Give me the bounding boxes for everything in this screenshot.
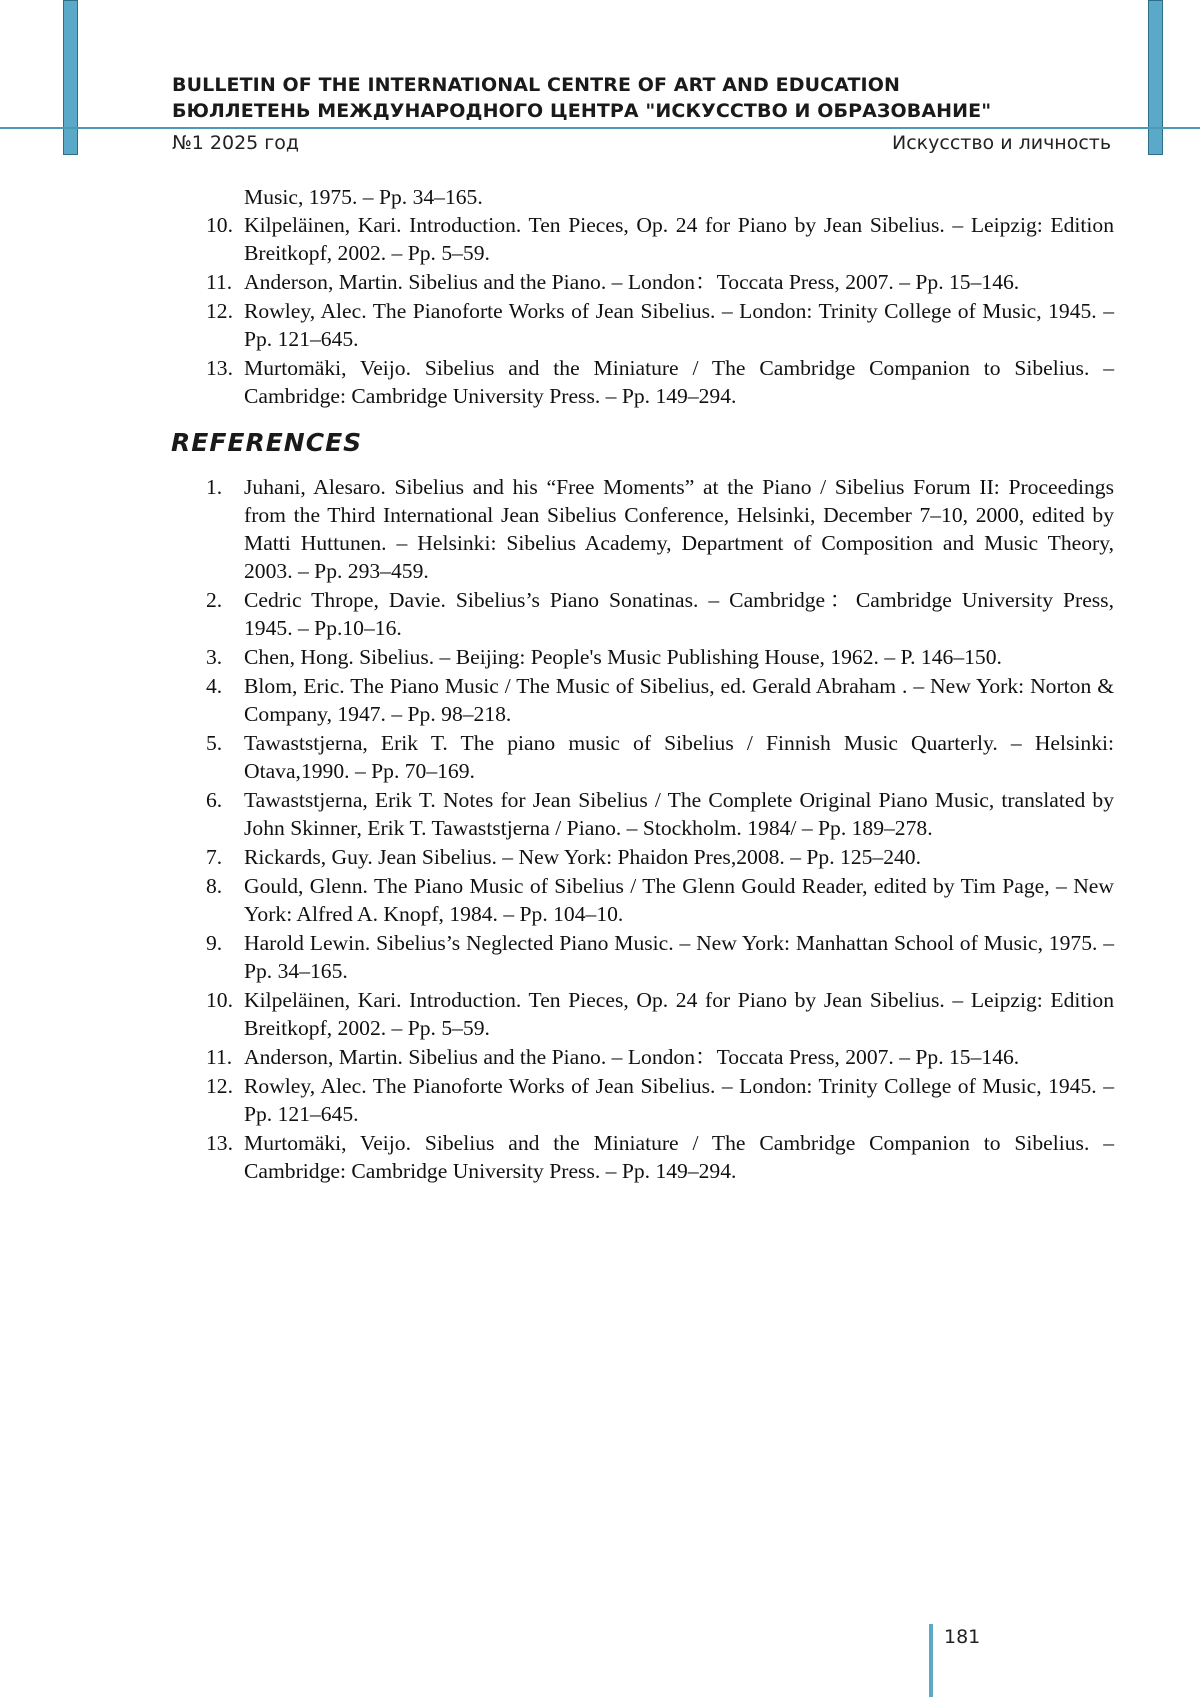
reference-number: 11. [206, 1045, 233, 1069]
reference-text: Rickards, Guy. Jean Sibelius. – New York: Phaidon Pres,2008. – Pp. 125–240. [244, 845, 921, 869]
reference-text: Kilpeläinen, Kari. Introduction. Ten Pieces, Op. 24 for Piano by Jean Sibelius. – Leipzig: Edition Breitkopf, 2002. – Pp. 5–59. [244, 213, 1114, 265]
reference-number: 12. [206, 299, 233, 323]
reference-item [206, 297, 1114, 353]
issue-label: №1 2025 год [172, 132, 300, 154]
reference-item [206, 643, 1114, 671]
reference-item [206, 786, 1114, 842]
journal-title-en: BULLETIN OF THE INTERNATIONAL CENTRE OF ART AND EDUCATION [172, 74, 900, 96]
list-continuation: Music, 1975. – Pp. 34–165. [244, 185, 483, 209]
reference-text: Rowley, Alec. The Pianoforte Works of Jean Sibelius. – London: Trinity College of Music, 1945. – Pp. 121–645. [244, 299, 1114, 351]
reference-item [206, 354, 1114, 410]
section-label: Искусство и личность [892, 132, 1112, 154]
reference-item [206, 729, 1114, 785]
reference-item [206, 1072, 1114, 1128]
reference-item [206, 843, 1114, 871]
reference-number: 2. [206, 588, 223, 612]
reference-item [206, 1129, 1114, 1185]
reference-text: Kilpeläinen, Kari. Introduction. Ten Pieces, Op. 24 for Piano by Jean Sibelius. – Leipzig: Edition Breitkopf, 2002. – Pp. 5–59. [244, 988, 1114, 1040]
reference-text: Juhani, Alesaro. Sibelius and his “Free Moments” at the Piano / Sibelius Forum II: Proceedings from the Third International Jean Sibelius Conference, Helsinki, December 7–10, 2000, edited by Matti Huttunen. – Helsinki: Sibelius Academy, Department of Composition and Music Theory, 2003. – Pp. 293–459. [244, 475, 1114, 583]
reference-number: 13. [206, 356, 233, 380]
reference-number: 6. [206, 788, 223, 812]
reference-text: Murtomäki, Veijo. Sibelius and the Miniature / The Cambridge Companion to Sibelius. – Cambridge: Cambridge University Press. – Pp. 149–294. [244, 356, 1114, 408]
reference-number: 8. [206, 874, 223, 898]
reference-text: Harold Lewin. Sibelius’s Neglected Piano Music. – New York: Manhattan School of Music, 1975. – Pp. 34–165. [244, 931, 1114, 983]
reference-number: 10. [206, 213, 233, 237]
reference-item [206, 672, 1114, 728]
reference-text: Anderson, Martin. Sibelius and the Piano. – London：Toccata Press, 2007. – Pp. 15–146. [244, 1045, 1020, 1069]
reference-item [206, 473, 1114, 585]
reference-text: Gould, Glenn. The Piano Music of Sibelius / The Glenn Gould Reader, edited by Tim Page, – New York: Alfred A. Knopf, 1984. – Pp. 104–10. [244, 874, 1114, 926]
reference-number: 11. [206, 270, 233, 294]
reference-number: 5. [206, 731, 223, 755]
reference-number: 4. [206, 674, 223, 698]
reference-number: 10. [206, 988, 233, 1012]
reference-item [206, 211, 1114, 267]
bibliography-list-continued [206, 211, 1114, 411]
reference-text: Rowley, Alec. The Pianoforte Works of Jean Sibelius. – London: Trinity College of Music, 1945. – Pp. 121–645. [244, 1074, 1114, 1126]
reference-text: Cedric Thrope, Davie. Sibelius’s Piano Sonatinas. – Cambridge：Cambridge University Press, 1945. – Pp.10–16. [244, 588, 1114, 640]
reference-number: 13. [206, 1131, 233, 1155]
reference-item [206, 986, 1114, 1042]
left-decorative-bar [63, 0, 78, 155]
references-heading: REFERENCES [171, 428, 363, 457]
reference-text: Tawaststjerna, Erik T. The piano music of Sibelius / Finnish Music Quarterly. – Helsinki: Otava,1990. – Pp. 70–169. [244, 731, 1114, 783]
page-number: 181 [944, 1626, 981, 1648]
references-list [206, 473, 1114, 1186]
journal-title-ru: БЮЛЛЕТЕНЬ МЕЖДУНАРОДНОГО ЦЕНТРА "ИСКУССТВО И ОБРАЗОВАНИЕ" [172, 100, 992, 122]
reference-number: 12. [206, 1074, 233, 1098]
right-decorative-bar [1148, 0, 1163, 155]
reference-item [206, 1043, 1114, 1071]
reference-number: 3. [206, 645, 223, 669]
reference-text: Blom, Eric. The Piano Music / The Music of Sibelius, ed. Gerald Abraham . – New York: Norton & Company, 1947. – Pp. 98–218. [244, 674, 1114, 726]
header-rule [0, 127, 1200, 129]
reference-text: Tawaststjerna, Erik T. Notes for Jean Sibelius / The Complete Original Piano Music, translated by John Skinner, Erik T. Tawaststjerna / Piano. – Stockholm. 1984/ – Pp. 189–278. [244, 788, 1114, 840]
reference-item [206, 268, 1114, 296]
reference-item [206, 929, 1114, 985]
reference-number: 7. [206, 845, 223, 869]
reference-text: Chen, Hong. Sibelius. – Beijing: People's Music Publishing House, 1962. – P. 146–150. [244, 645, 1002, 669]
reference-item [206, 872, 1114, 928]
reference-number: 1. [206, 475, 223, 499]
reference-number: 9. [206, 931, 223, 955]
reference-item [206, 586, 1114, 642]
reference-text: Murtomäki, Veijo. Sibelius and the Miniature / The Cambridge Companion to Sibelius. – Cambridge: Cambridge University Press. – Pp. 149–294. [244, 1131, 1114, 1183]
reference-text: Anderson, Martin. Sibelius and the Piano. – London：Toccata Press, 2007. – Pp. 15–146. [244, 270, 1020, 294]
page-number-bar [929, 1624, 933, 1697]
